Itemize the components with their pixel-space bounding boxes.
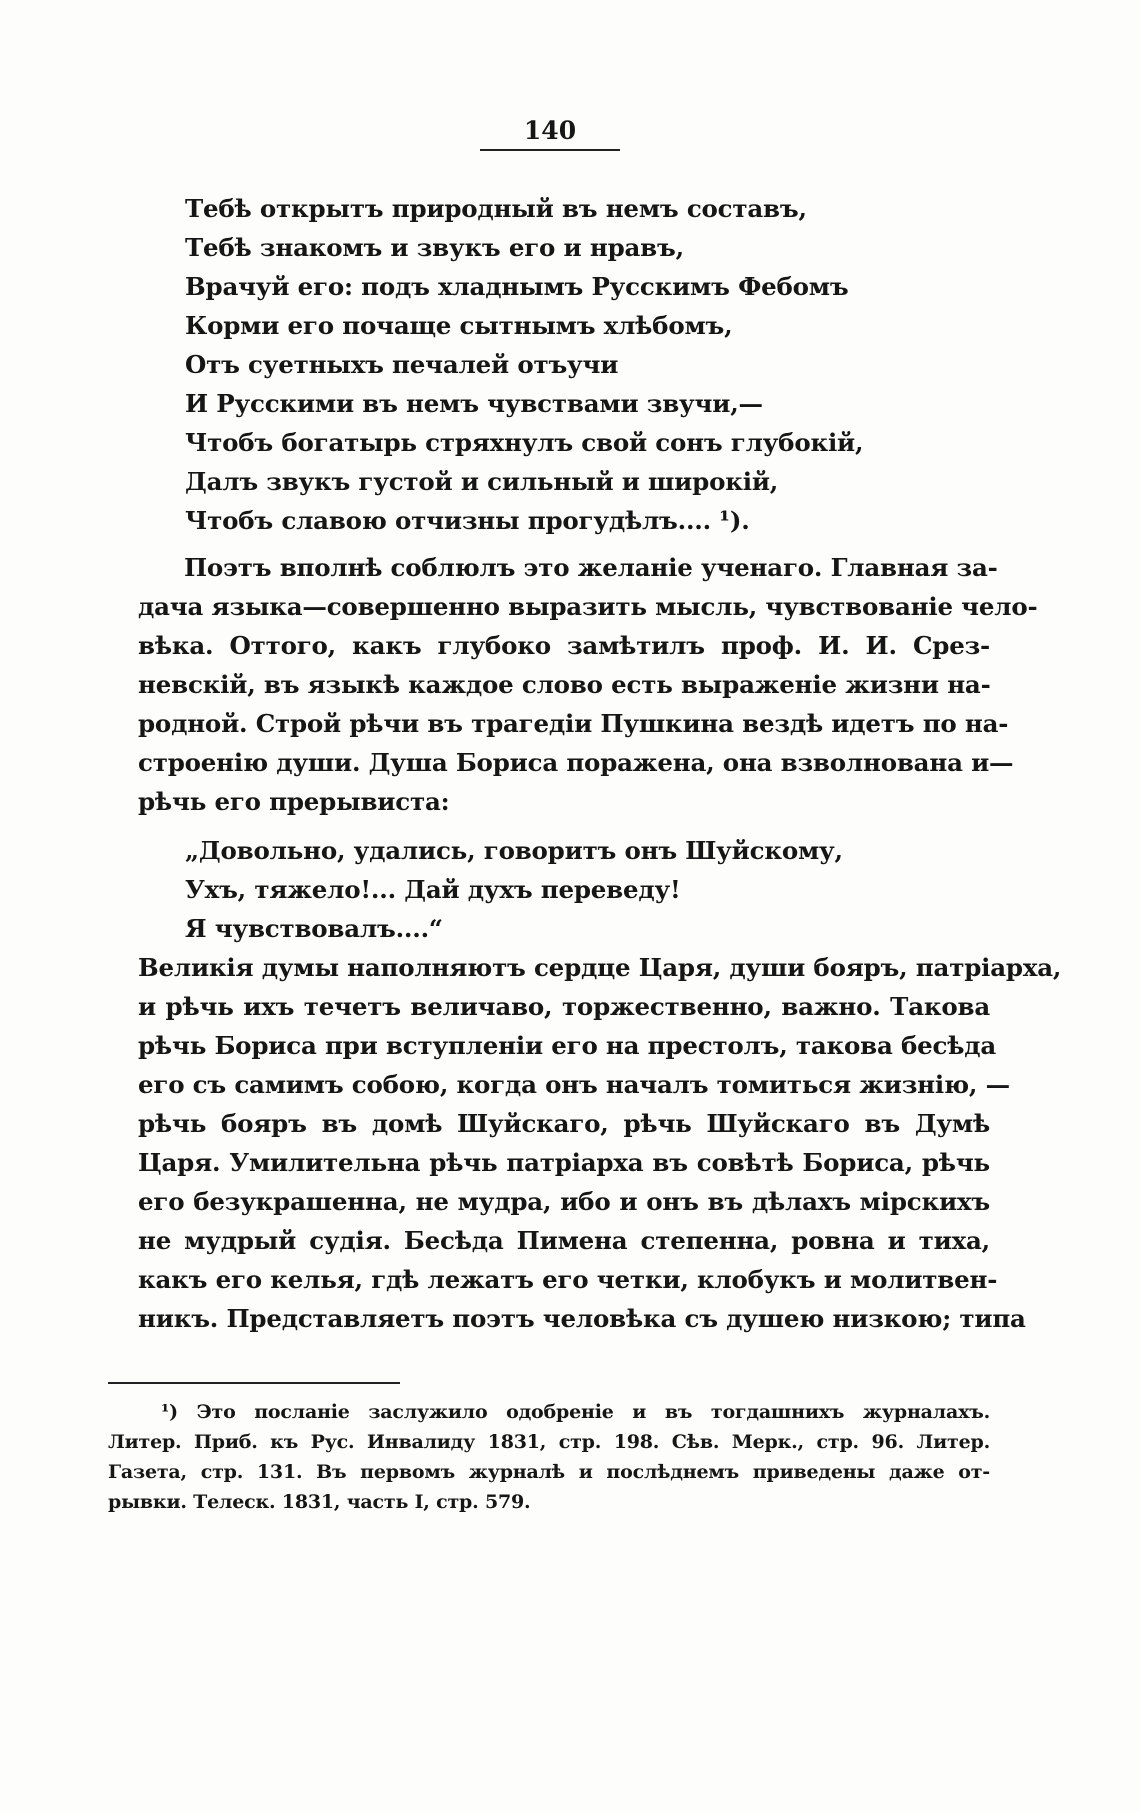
verse-line: Далъ звукъ густой и сильный и широкій, [185,467,779,496]
paragraph-line: не мудрый судія. Бесѣда Пимена степенна, ровна и тиха, [138,1226,990,1255]
paragraph-line: дача языка—совершенно выразить мысль, чувствованіе чело- [138,592,1038,621]
verse-line: И Русскими въ немъ чувствами звучи,— [185,389,763,418]
paragraph-line: его безукрашенна, не мудра, ибо и онъ въ дѣлахъ мірскихъ [138,1187,990,1216]
verse-line: Тебѣ открытъ природный въ немъ составъ, [185,194,807,223]
footnote-divider [108,1382,400,1384]
verse-quotation-2 [185,831,1015,948]
verse-line: Ухъ, тяжело!... Дай духъ переведу! [185,875,681,904]
paragraph-1 [138,548,1038,821]
paragraph-line: Поэтъ вполнѣ соблюлъ это желаніе ученаго. Главная за- [184,553,998,582]
verse-line: Чтобъ славою отчизны прогудѣлъ.... ¹). [185,506,750,535]
paragraph-line: строенію души. Душа Бориса поражена, она взволнована и— [138,748,1014,777]
paragraph-line: его съ самимъ собою, когда онъ началъ томиться жизнію, — [138,1070,1010,1099]
paragraph-line: рѣчь его прерывиста: [138,787,450,816]
paragraph-line: вѣка. Оттого, какъ глубоко замѣтилъ проф. И. И. Срез- [138,631,990,660]
paragraph-line: невскій, въ языкѣ каждое слово есть выраженіе жизни на- [138,670,991,699]
page-number: 140 [480,116,620,151]
paragraph-2 [138,948,1062,1338]
footnote-line: Литер. Приб. къ Рус. Инвалиду 1831, стр. 198. Сѣв. Мерк., стр. 96. Литер. [108,1431,990,1453]
verse-line: Чтобъ богатырь стряхнулъ свой сонъ глубокій, [185,428,864,457]
footnote-line: ¹) Это посланіе заслужило одобреніе и въ тогдашнихъ журналахъ. [161,1401,990,1423]
footnote-line: рывки. Телеск. 1831, часть I, стр. 579. [108,1491,531,1513]
verse-line: Корми его почаще сытнымъ хлѣбомъ, [185,311,733,340]
paragraph-line: никъ. Представляетъ поэтъ человѣка съ душею низкою; типа [138,1304,1026,1333]
verse-line: „Довольно, удались, говоритъ онъ Шуйскому, [185,836,843,865]
paragraph-line: рѣчь бояръ въ домѣ Шуйскаго, рѣчь Шуйскаго въ Думѣ [138,1109,990,1138]
verse-line: Тебѣ знакомъ и звукъ его и нравъ, [185,233,684,262]
paragraph-line: и рѣчь ихъ течетъ величаво, торжественно, важно. Такова [138,992,990,1021]
paragraph-line: какъ его келья, гдѣ лежатъ его четки, клобукъ и молитвен- [138,1265,998,1294]
paragraph-line: Царя. Умилительна рѣчь патріарха въ совѣтѣ Бориса, рѣчь [138,1148,990,1177]
footnote [108,1397,990,1517]
paragraph-line: родной. Строй рѣчи въ трагедіи Пушкина вездѣ идетъ по на- [138,709,1009,738]
verse-line: Отъ суетныхъ печалей отъучи [185,350,619,379]
paragraph-line: рѣчь Бориса при вступленіи его на престолъ, такова бесѣда [138,1031,997,1060]
verse-quotation-1 [185,189,1015,540]
footnote-line: Газета, стр. 131. Въ первомъ журналѣ и послѣднемъ приведены даже от- [108,1461,990,1483]
paragraph-line: Великія думы наполняютъ сердце Царя, души бояръ, патріарха, [138,953,1062,982]
verse-line: Врачуй его: подъ хладнымъ Русскимъ Фебомъ [185,272,849,301]
verse-line: Я чувствовалъ....“ [185,914,443,943]
